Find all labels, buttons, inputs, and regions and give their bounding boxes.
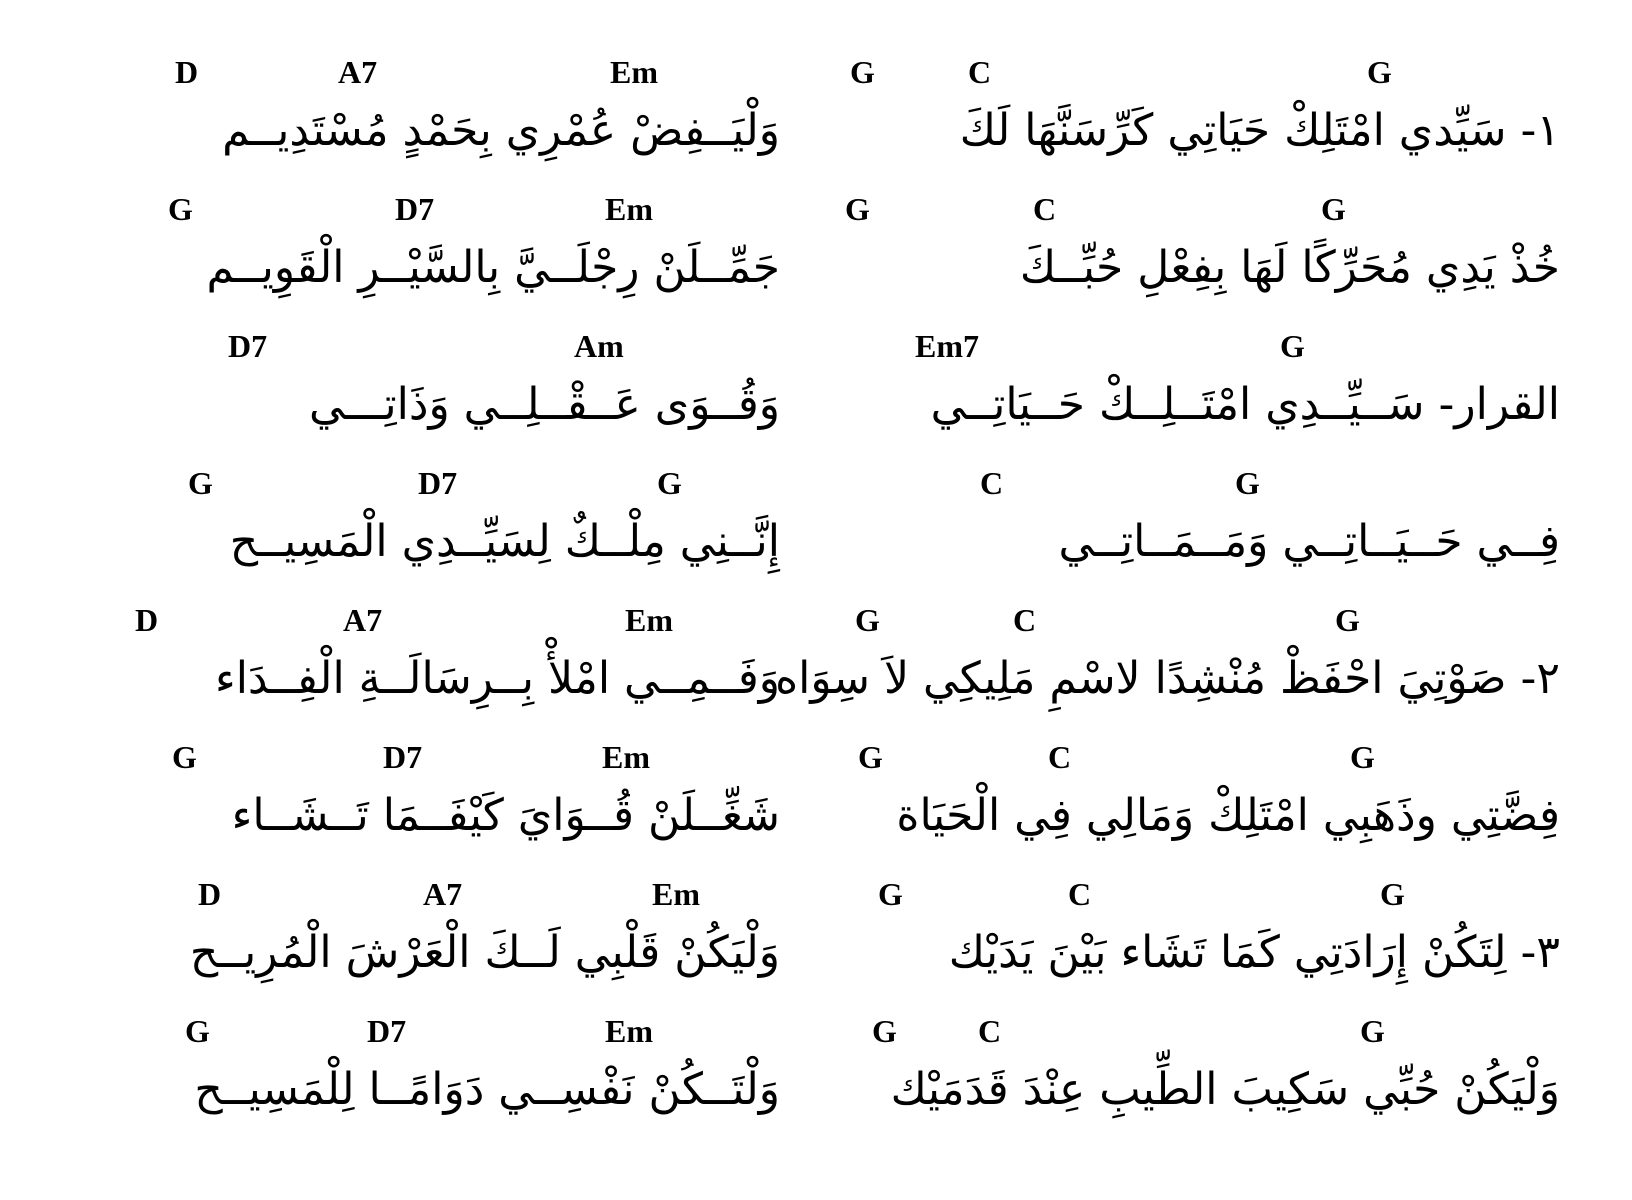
chord-label: G [172, 739, 197, 775]
chord-label: C [1013, 602, 1037, 638]
chord-label: C [980, 465, 1004, 501]
lyric-text: ٣- لِتَكُنْ إِرَادَتِي كَمَا تَشَاء بَيْنَ يَدَيْك [948, 927, 1560, 978]
chord-label: G [1335, 602, 1360, 638]
chord-label: G [845, 191, 870, 227]
chord-label: D [175, 54, 199, 90]
chord-label: Em [602, 739, 650, 775]
chord-label: G [1235, 465, 1260, 501]
chord-label: G [855, 602, 880, 638]
lyric-text: خُذْ يَدِي مُحَرِّكًا لَهَا بِفِعْلِ حُبِّــكَ [1019, 242, 1560, 293]
chord-row [100, 1011, 780, 1051]
chord-label: G [1321, 191, 1346, 227]
chord-label: Em [605, 1013, 653, 1049]
chord-label: A7 [423, 876, 463, 912]
chord-row [850, 52, 1560, 92]
lyric-text: شَغِّــلَنْ قُــوَايَ كَيْفَــمَا تَــشَــاء [231, 790, 780, 841]
left-column [100, 52, 780, 1148]
lyric-text: إِنَّــنِي مِلْــكٌ لِسَيِّــدِي الْمَسِيــح [229, 516, 780, 567]
chord-label: C [1068, 876, 1092, 912]
chord-label: C [1048, 739, 1072, 775]
chord-row [100, 326, 780, 366]
chord-label: D7 [228, 328, 268, 364]
chord-label: C [1033, 191, 1057, 227]
left-line [100, 874, 780, 1011]
chord-label: D7 [383, 739, 423, 775]
chord-label: Em7 [915, 328, 979, 364]
chord-label: G [1360, 1013, 1385, 1049]
lyric-text: وَلْيَكُنْ قَلْبِي لَــكَ الْعَرْشَ الْمُرِيــح [189, 927, 780, 978]
right-line [850, 52, 1560, 189]
chord-row [100, 600, 780, 640]
chord-label: G [1350, 739, 1375, 775]
chord-label: D7 [367, 1013, 407, 1049]
chord-label: D7 [418, 465, 458, 501]
chord-label: A7 [338, 54, 378, 90]
right-line [845, 189, 1560, 326]
lyric-text: القرار- سَــيِّــدِي امْتَــلِــكْ حَــيَاتِــي [930, 379, 1560, 430]
chord-label: C [978, 1013, 1002, 1049]
right-column [775, 52, 1560, 1148]
chord-label: G [657, 465, 682, 501]
chord-label: Em [652, 876, 700, 912]
chord-row [100, 737, 780, 777]
lyric-text: وَلْيَكُنْ حُبِّي سَكِيبَ الطِّيبِ عِنْدَ قَدَمَيْك [890, 1064, 1560, 1115]
lyric-text: فِــي حَــيَــاتِــي وَمَــمَــاتِــي [1058, 516, 1560, 567]
chord-label: G [188, 465, 213, 501]
chord-row [855, 600, 1560, 640]
chord-row [100, 189, 780, 229]
chord-label: D [198, 876, 222, 912]
chord-label: G [168, 191, 193, 227]
chord-label: G [850, 54, 875, 90]
left-line [100, 52, 780, 189]
lyric-text: جَمِّــلَنْ رِجْلَــيَّ بِالسَّيْــرِ الْقَوِيــم [206, 242, 780, 293]
chord-label: D7 [395, 191, 435, 227]
chord-label: Am [574, 328, 624, 364]
lyric-text: وَقُــوَى عَــقْــلِــي وَذَاتِـــي [309, 379, 780, 430]
right-line [858, 737, 1560, 874]
right-line [880, 326, 1560, 463]
left-line [100, 326, 780, 463]
chord-row [100, 52, 780, 92]
chord-label: G [878, 876, 903, 912]
chord-label: G [1367, 54, 1392, 90]
chord-row [880, 326, 1560, 366]
chord-label: Em [610, 54, 658, 90]
chord-label: Em [605, 191, 653, 227]
right-line [872, 1011, 1560, 1148]
lyric-text: ٢- صَوْتِيَ احْفَظْ مُنْشِدًا لاسْمِ مَلِيكِي لاَ سِوَاه [775, 653, 1560, 704]
chord-label: G [858, 739, 883, 775]
chord-label: C [968, 54, 992, 90]
lyric-text: وَلْتَــكُنْ نَفْسِــي دَوَامًــا لِلْمَسِيــح [194, 1064, 780, 1115]
left-line [100, 463, 780, 600]
chord-label: G [1380, 876, 1405, 912]
chord-row [845, 189, 1560, 229]
chord-row [880, 463, 1560, 503]
chord-label: D [135, 602, 159, 638]
left-line [100, 1011, 780, 1148]
right-line [880, 874, 1560, 1011]
chord-row [858, 737, 1560, 777]
chord-label: G [872, 1013, 897, 1049]
lyric-text: وَفَــمِــي امْلأْ بِــرِسَالَــةِ الْفِــدَاء [215, 653, 780, 704]
chord-row [100, 463, 780, 503]
lyric-text: وَلْيَــفِضْ عُمْرِي بِحَمْدٍ مُسْتَدِيــم [222, 105, 780, 156]
chord-row [872, 1011, 1560, 1051]
chord-label: Em [625, 602, 673, 638]
lyric-text: فِضَّتِي وذَهَبِي امْتَلِكْ وَمَالِي فِي الْحَيَاة [896, 790, 1560, 841]
chord-label: G [185, 1013, 210, 1049]
left-line [100, 600, 780, 737]
chord-label: G [1280, 328, 1305, 364]
left-line [100, 189, 780, 326]
chord-row [100, 874, 780, 914]
right-line [880, 463, 1560, 600]
chord-label: A7 [343, 602, 383, 638]
left-line [100, 737, 780, 874]
chord-row [880, 874, 1560, 914]
lyric-text: ١- سَيِّدي امْتَلِكْ حَيَاتِي كَرِّسَنَّهَا لَكَ [959, 105, 1560, 156]
right-line [775, 600, 1560, 737]
